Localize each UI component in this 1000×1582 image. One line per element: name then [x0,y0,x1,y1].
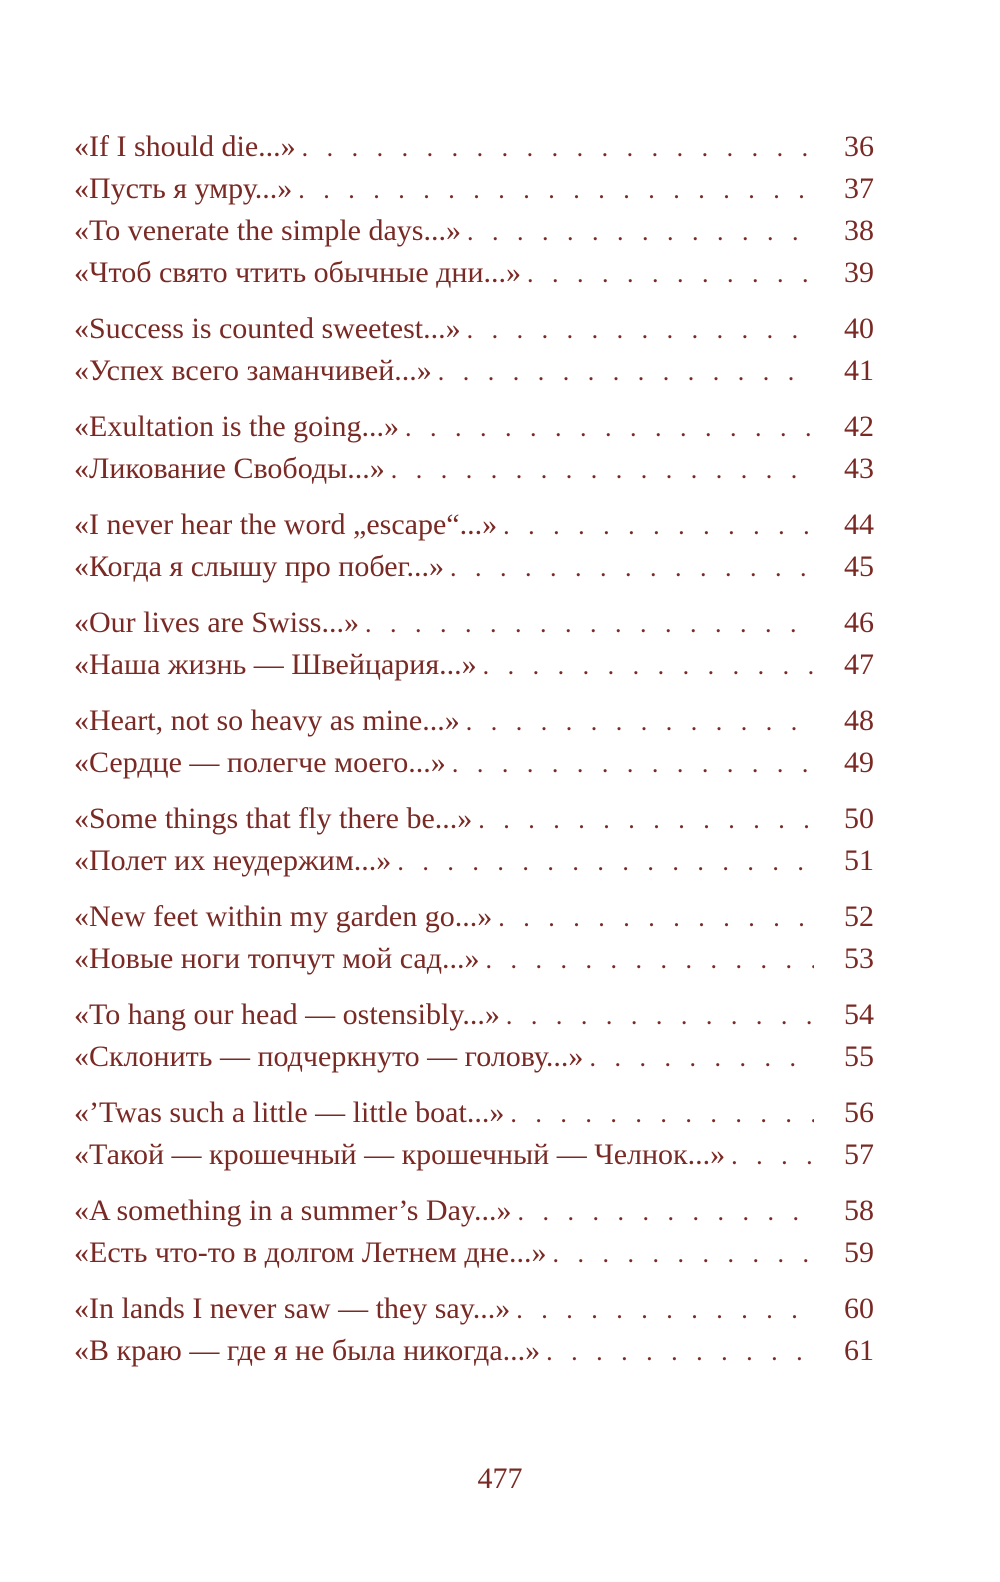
toc-entry-page: 44 [844,508,874,541]
toc-entry[interactable] [74,896,874,938]
toc-entry-page: 51 [844,844,874,877]
toc-entry-title: «A something in a summer’s Day...» [74,1194,512,1227]
toc-entry[interactable] [74,546,874,588]
toc-entry-title: «Успех всего заманчивей...» [74,354,432,387]
dot-leader [510,1093,814,1135]
toc-entry-title: «Склонить — подчеркнуто — голову...» [74,1040,584,1073]
dot-leader [478,799,814,841]
toc-entry[interactable] [74,644,874,686]
dot-leader [397,841,814,883]
toc-entry-page: 41 [844,354,874,387]
toc-entry-page: 39 [844,256,874,289]
toc-entry-title: «Пусть я умру...» [74,172,293,205]
toc-entry-title: «New feet within my garden go...» [74,900,493,933]
toc-entry-title: «Сердце — полегче моего...» [74,746,446,779]
dot-leader [452,743,814,785]
toc-entry[interactable] [74,798,874,840]
toc-entry-page: 45 [844,550,874,583]
toc-entry[interactable] [74,1036,874,1078]
toc-group [74,896,874,980]
toc-entry-page: 53 [844,942,874,975]
toc-entry-title: «To hang our head — ostensibly...» [74,998,500,1031]
toc-entry[interactable] [74,1092,874,1134]
table-of-contents [74,126,874,1386]
toc-entry-title: «Новые ноги топчут мой сад...» [74,942,480,975]
dot-leader [503,505,814,547]
dot-leader [485,939,814,981]
toc-entry-title: «Heart, not so heavy as mine...» [74,704,460,737]
toc-group [74,700,874,784]
dot-leader [467,309,814,351]
toc-entry-page: 56 [844,1096,874,1129]
toc-entry-page: 60 [844,1292,874,1325]
toc-entry-title: «Есть что-то в долгом Летнем дне...» [74,1236,547,1269]
toc-entry[interactable] [74,840,874,882]
toc-entry[interactable] [74,252,874,294]
toc-entry[interactable] [74,168,874,210]
toc-entry-page: 47 [844,648,874,681]
toc-entry[interactable] [74,210,874,252]
toc-entry-page: 46 [844,606,874,639]
toc-entry-page: 50 [844,802,874,835]
toc-entry-title: «I never hear the word „escape“...» [74,508,498,541]
dot-leader [552,1233,814,1275]
dot-leader [450,547,814,589]
toc-entry-title: «Чтоб свято чтить обычные дни...» [74,256,522,289]
toc-entry-page: 55 [844,1040,874,1073]
toc-entry[interactable] [74,406,874,448]
toc-entry-title: «Exultation is the going...» [74,410,399,443]
dot-leader [527,253,814,295]
toc-entry[interactable] [74,1330,874,1372]
dot-leader [467,211,814,253]
dot-leader [298,169,814,211]
dot-leader [466,701,814,743]
toc-entry-title: «Такой — крошечный — крошечный — Челнок...» [74,1138,726,1171]
toc-entry-title: «Ликование Свободы...» [74,452,385,485]
toc-entry-page: 57 [844,1138,874,1171]
dot-leader [517,1191,814,1233]
dot-leader [365,603,814,645]
toc-entry-page: 59 [844,1236,874,1269]
dot-leader [546,1331,814,1373]
dot-leader [506,995,814,1037]
toc-group [74,1190,874,1274]
toc-entry-page: 52 [844,900,874,933]
toc-group [74,308,874,392]
toc-entry-title: «Когда я слышу про побег...» [74,550,444,583]
dot-leader [731,1135,814,1177]
toc-entry[interactable] [74,448,874,490]
toc-group [74,126,874,294]
toc-group [74,798,874,882]
toc-entry-title: «To venerate the simple days...» [74,214,461,247]
toc-entry[interactable] [74,1232,874,1274]
toc-entry-title: «Some things that fly there be...» [74,802,473,835]
dot-leader [438,351,814,393]
toc-entry-page: 42 [844,410,874,443]
toc-group [74,994,874,1078]
toc-group [74,504,874,588]
toc-entry[interactable] [74,350,874,392]
toc-entry-title: «Our lives are Swiss...» [74,606,359,639]
toc-entry[interactable] [74,742,874,784]
toc-entry[interactable] [74,938,874,980]
toc-entry-page: 38 [844,214,874,247]
toc-entry-page: 58 [844,1194,874,1227]
toc-entry[interactable] [74,602,874,644]
toc-entry-title: «’Twas such a little — little boat...» [74,1096,505,1129]
toc-entry[interactable] [74,1190,874,1232]
toc-entry-page: 49 [844,746,874,779]
toc-entry-page: 36 [844,130,874,163]
dot-leader [302,127,814,169]
page-number: 477 [477,1462,523,1495]
toc-entry-title: «In lands I never saw — they say...» [74,1292,511,1325]
toc-entry[interactable] [74,126,874,168]
dot-leader [498,897,814,939]
toc-entry-title: «Success is counted sweetest...» [74,312,461,345]
toc-entry[interactable] [74,994,874,1036]
toc-entry-page: 43 [844,452,874,485]
toc-entry[interactable] [74,308,874,350]
toc-entry[interactable] [74,1134,874,1176]
dot-leader [391,449,814,491]
toc-entry-page: 48 [844,704,874,737]
toc-entry[interactable] [74,700,874,742]
toc-entry[interactable] [74,504,874,546]
toc-group [74,602,874,686]
dot-leader [483,645,814,687]
toc-entry-title: «Полет их неудержим...» [74,844,392,877]
dot-leader [516,1289,814,1331]
toc-entry-page: 61 [844,1334,874,1367]
toc-entry-title: «В краю — где я не была никогда...» [74,1334,541,1367]
toc-entry-page: 54 [844,998,874,1031]
toc-entry[interactable] [74,1288,874,1330]
toc-group [74,1092,874,1176]
dot-leader [589,1037,814,1079]
toc-entry-title: «Наша жизнь — Швейцария...» [74,648,477,681]
dot-leader [405,407,814,449]
toc-group [74,406,874,490]
toc-group [74,1288,874,1372]
toc-entry-page: 40 [844,312,874,345]
toc-entry-title: «If I should die...» [74,130,296,163]
toc-entry-page: 37 [844,172,874,205]
